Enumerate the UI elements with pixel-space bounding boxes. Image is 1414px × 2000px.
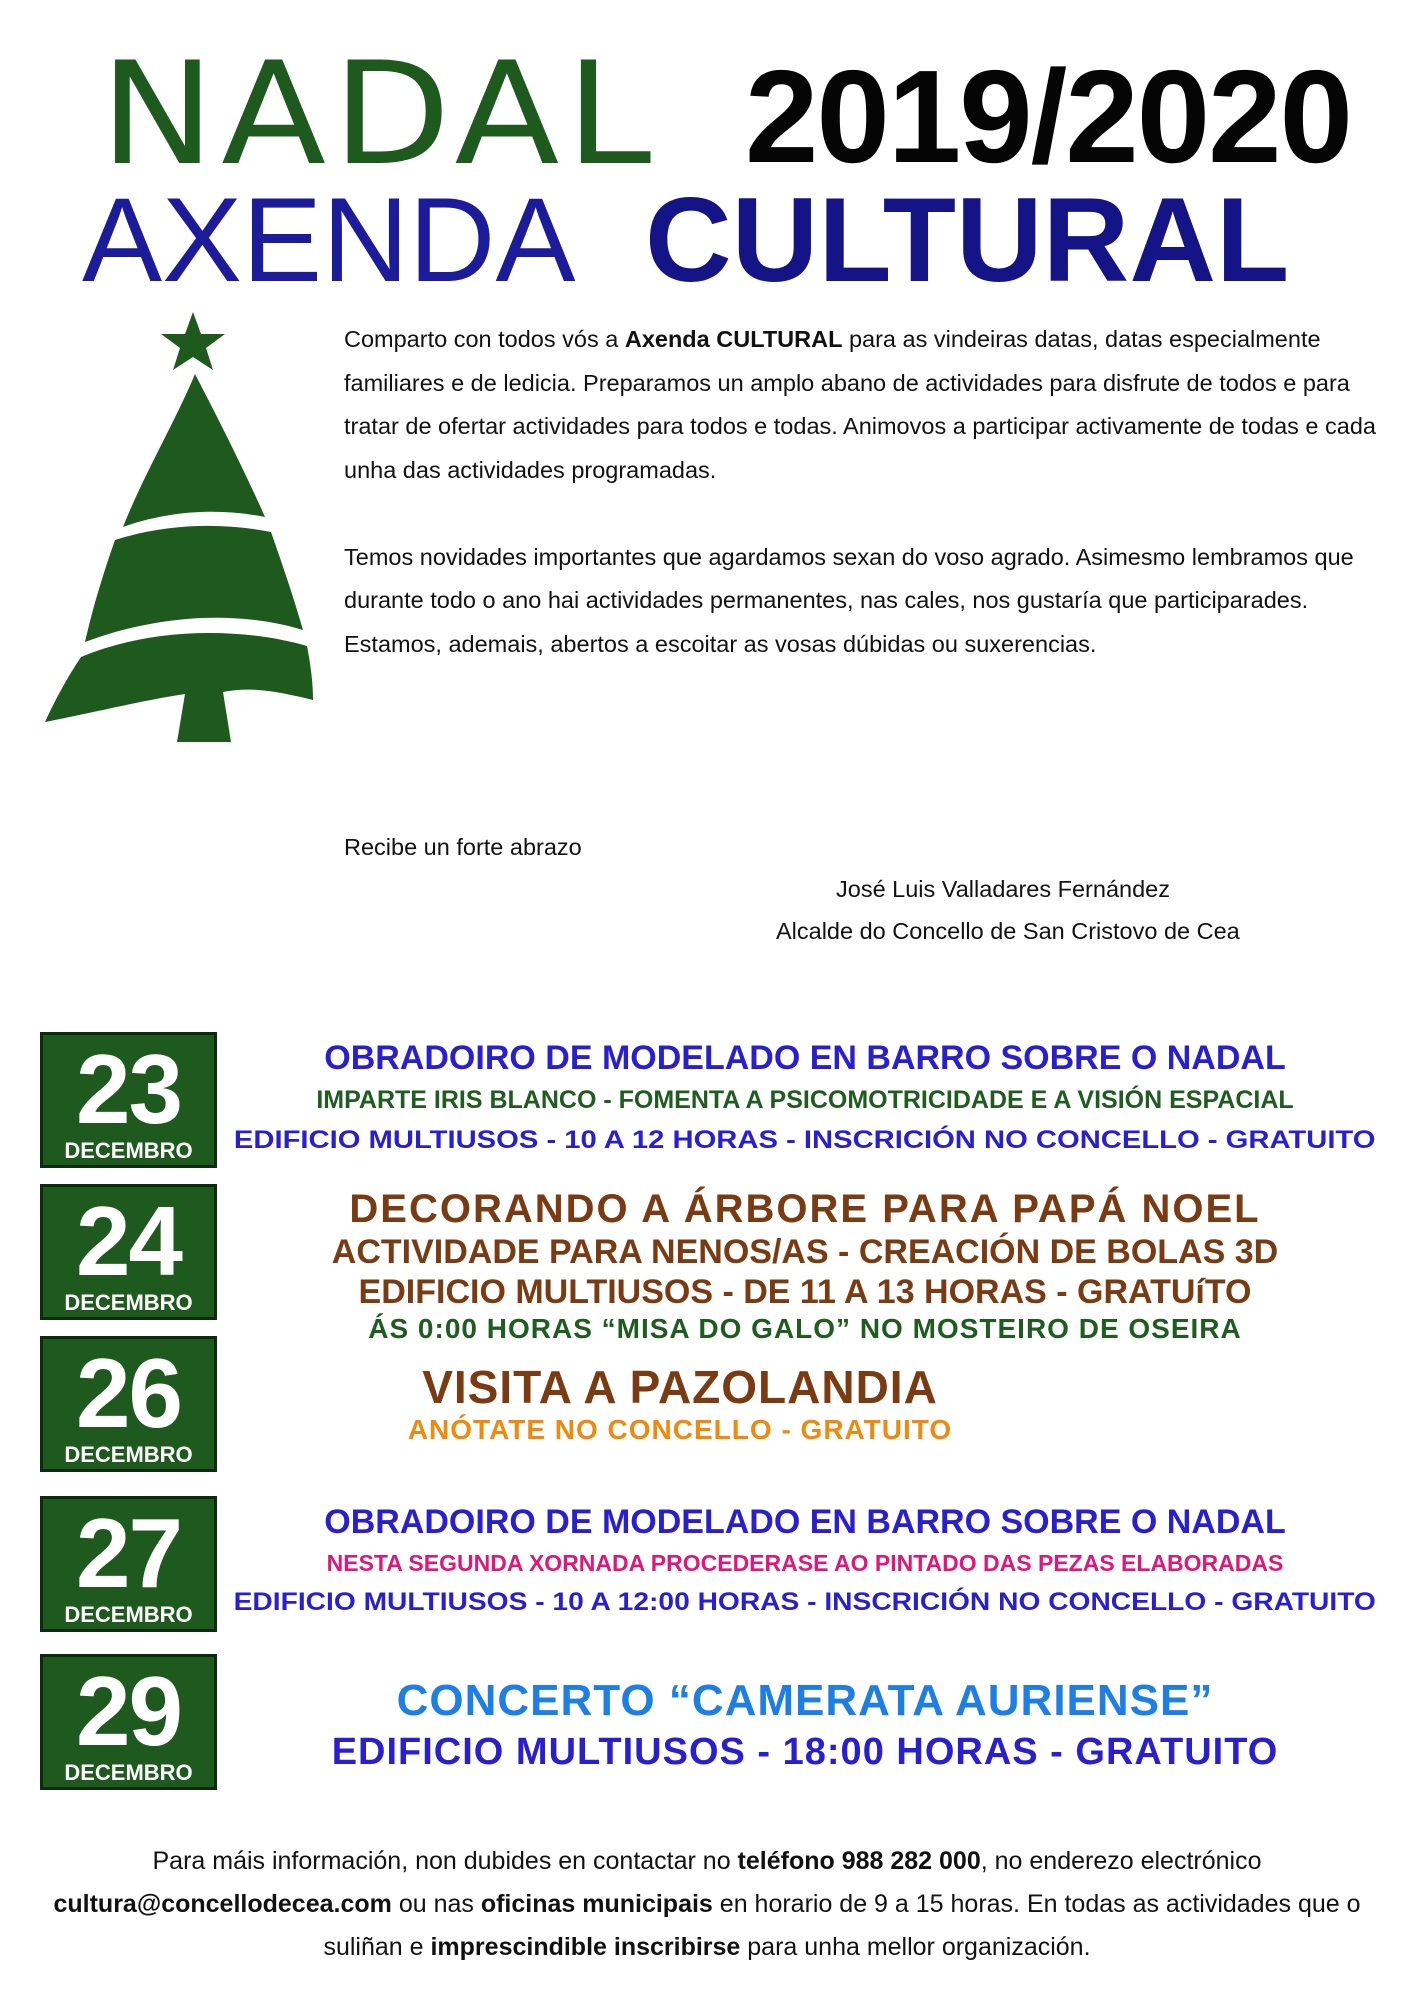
date-month: DECEMBRO	[64, 1442, 193, 1467]
title-nadal: NADAL	[100, 32, 658, 197]
intro-paragraph-2: Temos novidades importantes que agardamos sexan do voso agrado. Asimesmo lembramos que durante todo o ano hai actividades permanentes, nas cales, nos gustaría que participarades. Estamos, ademais, abertos a escoitar as vosas dúbidas ou suxerencias.	[344, 543, 1354, 657]
title-row-2	[82, 173, 1342, 307]
title-cultural: CULTURAL	[645, 173, 1290, 307]
event-23-detail: IMPARTE IRIS BLANCO - FOMENTA A PSICOMOTRICIDADE E A VISIÓN ESPACIAL	[316, 1086, 1294, 1114]
event-24-note: ÁS 0:00 HORAS “MISA DO GALO” NO MOSTEIRO DE OSEIRA	[368, 1313, 1242, 1344]
event-24-title: DECORANDO A ÁRBORE PARA PAPÁ NOEL	[349, 1187, 1261, 1231]
event-27-detail: NESTA SEGUNDA XORNADA PROCEDERASE AO PINTADO DAS PEZAS ELABORADAS	[326, 1550, 1284, 1576]
event-23-title: OBRADOIRO DE MODELADO EN BARRO SOBRE O NADAL	[324, 1039, 1286, 1077]
event-26-info: ANÓTATE NO CONCELLO - GRATUITO	[407, 1414, 953, 1445]
date-day: 27	[75, 1498, 181, 1608]
signer-role: Alcalde do Concello de San Cristovo de Cea	[776, 918, 1240, 944]
christmas-tree-icon	[45, 312, 315, 742]
date-month: DECEMBRO	[64, 1290, 193, 1315]
signer-name: José Luis Valladares Fernández	[836, 876, 1170, 902]
footer-contact: Para máis información, non dubides en contactar no teléfono 988 282 000, no enderezo electrónico cultura@concellodecea.com ou nas oficinas municipais en horario de 9 a 15 horas. En todas as actividades que o suliñan e imprescindible inscribirse para unha mellor organización.	[53, 1847, 1361, 1961]
date-badge-23	[40, 1032, 217, 1168]
signature-block	[344, 826, 1344, 952]
date-badge-24	[40, 1184, 217, 1320]
intro-text	[344, 318, 1384, 666]
email-link[interactable]: cultura@concellodecea.com	[53, 1890, 392, 1918]
event-24-detail: ACTIVIDADE PARA NENOS/AS - CREACIÓN DE BOLAS 3D	[331, 1233, 1279, 1271]
event-24-info: EDIFICIO MULTIUSOS - DE 11 A 13 HORAS - GRATUíTO	[358, 1273, 1252, 1311]
title-years: 2019/2020	[745, 43, 1351, 190]
offices-label: oficinas municipais	[480, 1890, 713, 1918]
date-badge-26	[40, 1336, 217, 1472]
closing-line: Recibe un forte abrazo	[344, 834, 582, 860]
star-icon	[161, 312, 225, 370]
date-day: 23	[75, 1034, 181, 1144]
date-month: DECEMBRO	[64, 1760, 193, 1785]
date-month: DECEMBRO	[64, 1138, 193, 1163]
date-month: DECEMBRO	[64, 1602, 193, 1627]
title-row-1	[100, 32, 1351, 197]
date-badge-27	[40, 1496, 217, 1632]
date-badge-29	[40, 1654, 217, 1790]
event-29-info: EDIFICIO MULTIUSOS - 18:00 HORAS - GRATUITO	[331, 1731, 1279, 1773]
intro-paragraph-1: Comparto con todos vós a Axenda CULTURAL para as vindeiras datas, datas especialmente familiares e de ledicia. Preparamos un amplo abano de actividades para disfrute de todos e para tratar de ofertar actividades para todos e todas. Animovos a participar activamente de todas e cada unha das actividades programadas.	[344, 326, 1376, 483]
date-day: 26	[75, 1338, 181, 1448]
date-day: 24	[75, 1186, 181, 1296]
event-27-info: EDIFICIO MULTIUSOS - 10 A 12:00 HORAS - INSCRICIÓN NO CONCELLO - GRATUITO	[233, 1588, 1377, 1616]
title-axenda: AXENDA	[82, 173, 576, 307]
event-26-title: VISITA A PAZOLANDIA	[422, 1361, 938, 1413]
required-label: imprescindible inscribirse	[430, 1933, 741, 1961]
date-day: 29	[75, 1656, 181, 1766]
event-23-info: EDIFICIO MULTIUSOS - 10 A 12 HORAS - INSCRICIÓN NO CONCELLO - GRATUITO	[234, 1126, 1376, 1154]
phone-number[interactable]: teléfono 988 282 000	[737, 1847, 981, 1875]
event-27-title: OBRADOIRO DE MODELADO EN BARRO SOBRE O NADAL	[324, 1503, 1286, 1541]
event-29-title: CONCERTO “CAMERATA AURIENSE”	[396, 1676, 1214, 1725]
